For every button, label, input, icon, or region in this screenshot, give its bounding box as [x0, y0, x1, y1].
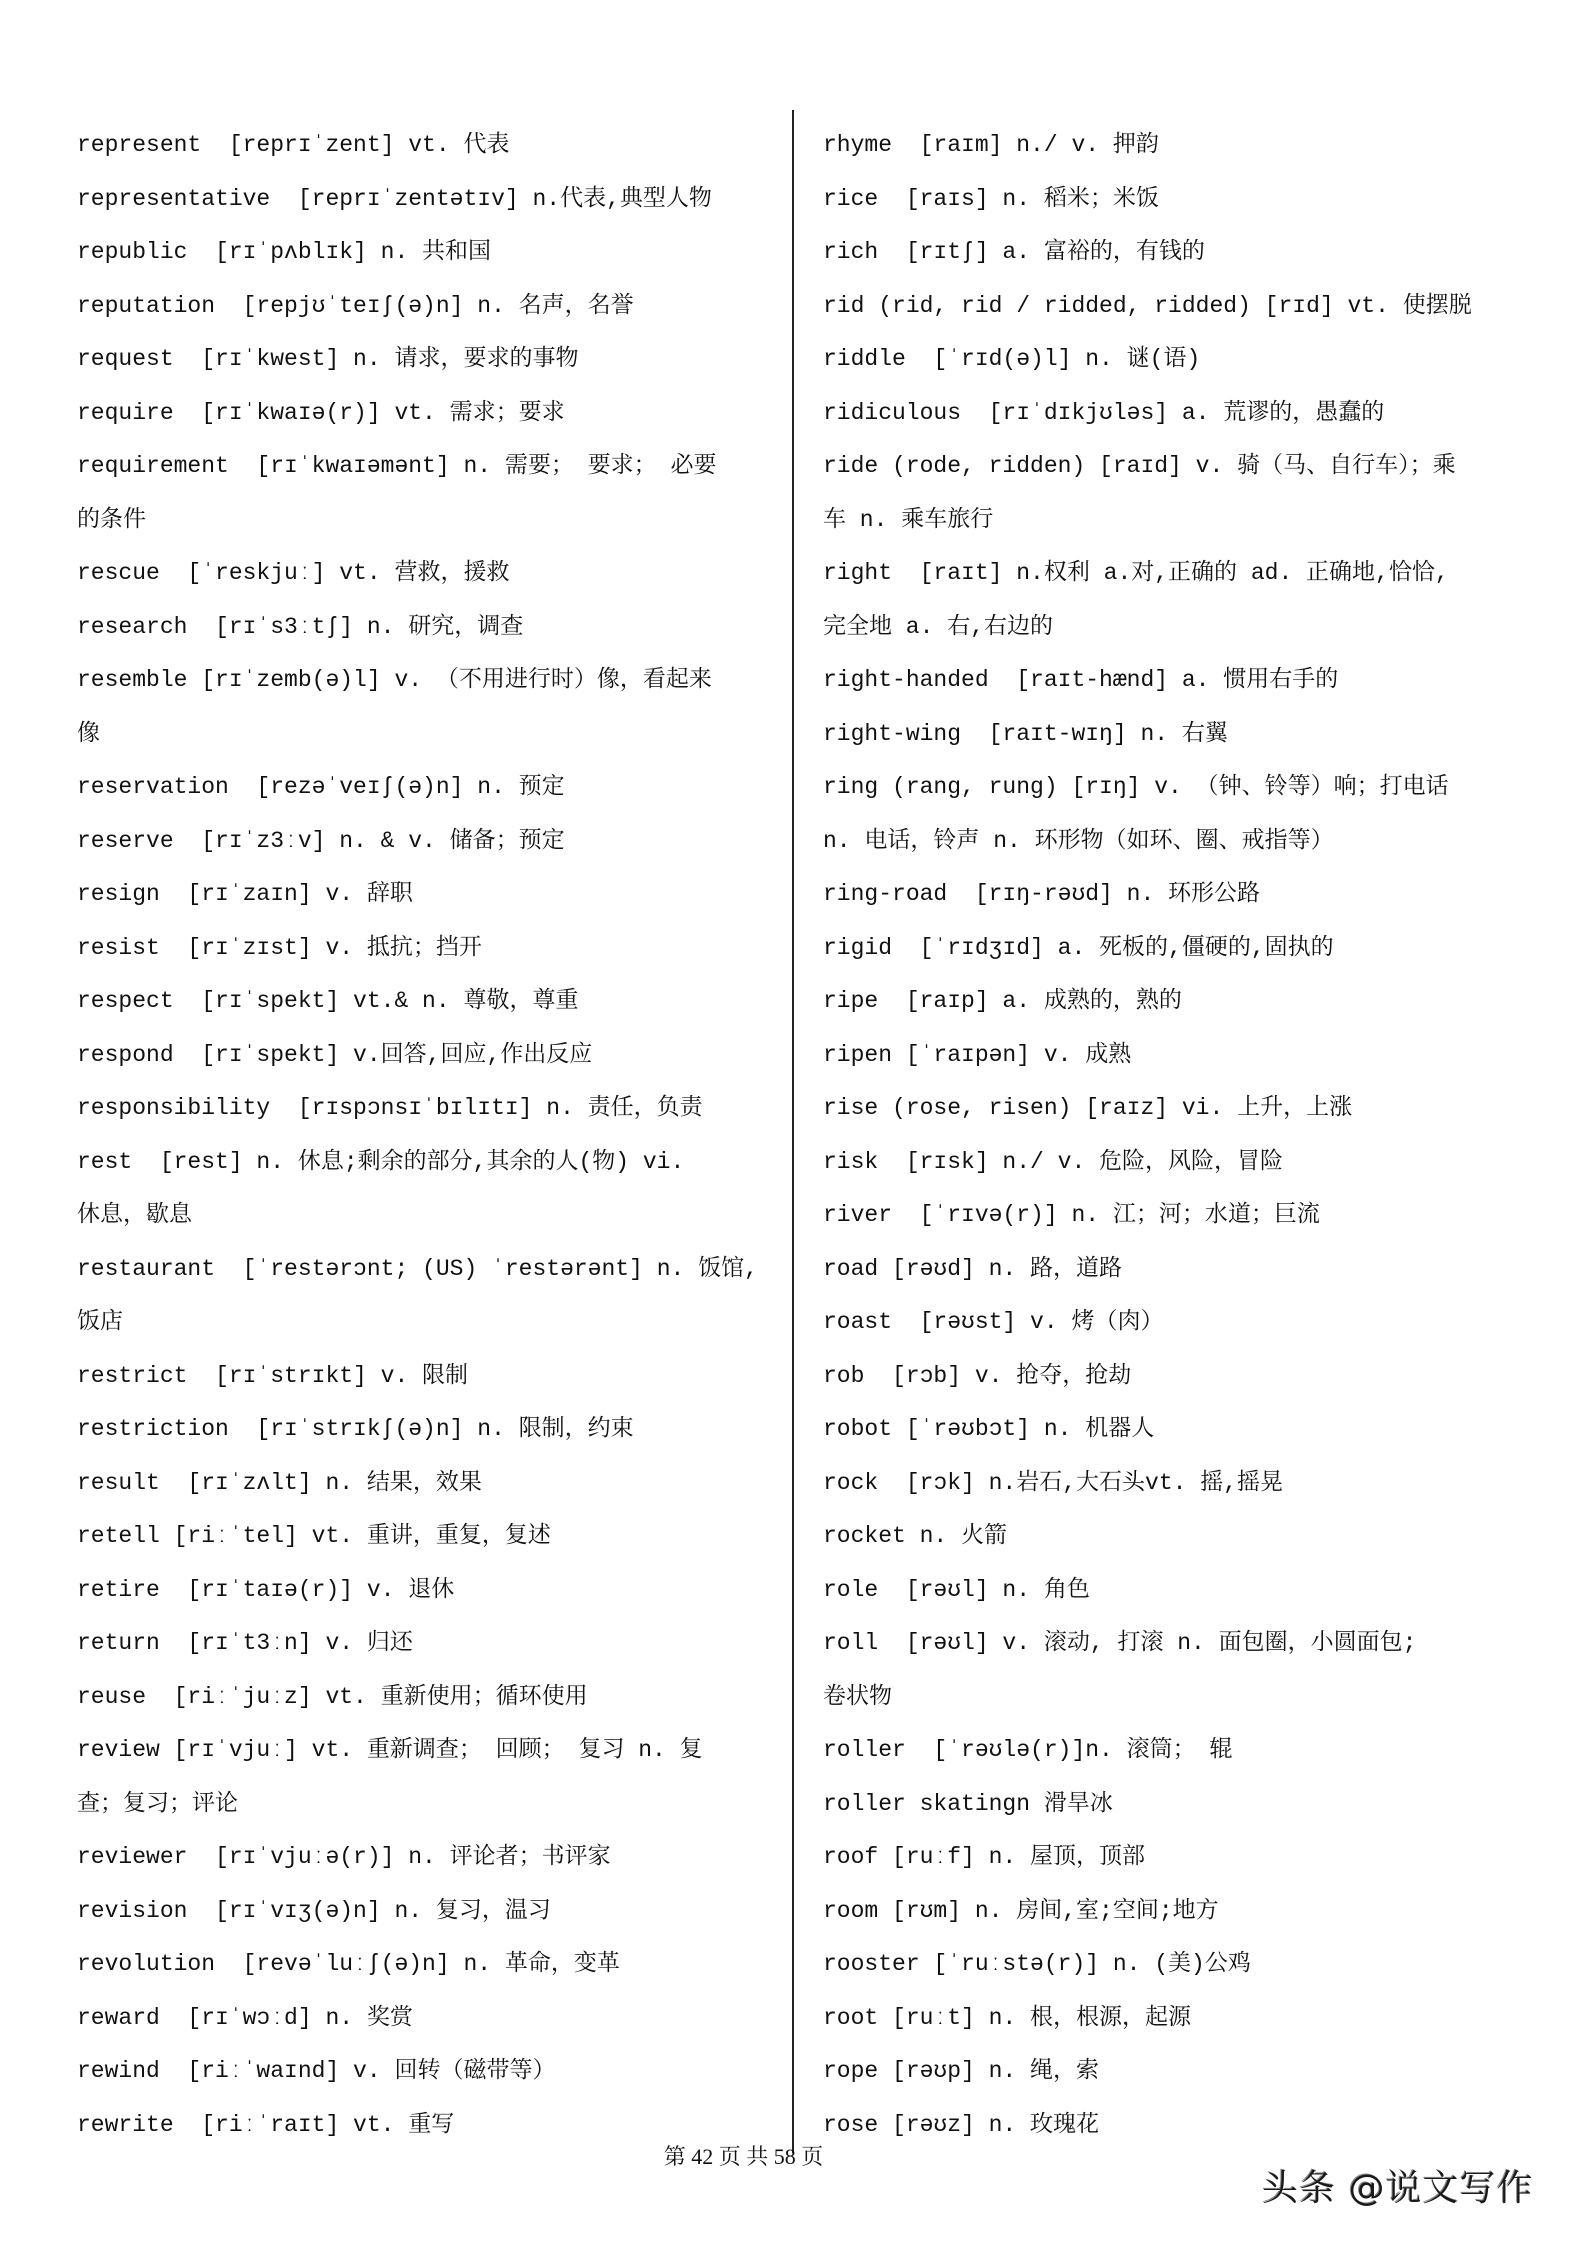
watermark: 头条 @说文写作 [1262, 2168, 1534, 2209]
entry-continuation-line: 完全地 a. 右,右边的 [823, 613, 1054, 640]
entry-line: rock [rɔk] n.岩石,大石头vt. 摇,摇晃 [823, 1469, 1284, 1496]
entry-line: rise (rose, risen) [raɪz] vi. 上升，上涨 [823, 1095, 1353, 1121]
entry-line: risk [rɪsk] n./ v. 危险，风险，冒险 [823, 1148, 1284, 1175]
entry-line: root [ruːt] n. 根，根源，起源 [823, 2004, 1192, 2031]
entry-line: resign [rɪˈzaɪn] v. 辞职 [77, 881, 413, 907]
entry-line: ripe [raɪp] a. 成熟的，熟的 [823, 988, 1182, 1014]
entry-line: reward [rɪˈwɔːd] n. 奖赏 [77, 2004, 413, 2031]
entry-continuation-line: 查；复习；评论 [77, 1790, 238, 1817]
entry-continuation-line: 卷状物 [823, 1683, 892, 1710]
entry-line: ridiculous [rɪˈdɪkjʊləs] a. 荒谬的，愚蠢的 [823, 399, 1385, 426]
column-divider [792, 110, 794, 2153]
entry-continuation-line: 车 n. 乘车旅行 [823, 506, 994, 533]
entry-line: representative [reprɪˈzentətɪv] n.代表,典型人物 [77, 185, 712, 212]
entry-line: rob [rɔb] v. 抢夺，抢劫 [823, 1362, 1132, 1389]
entry-continuation-line: 休息，歇息 [77, 1202, 192, 1228]
entry-line: restrict [rɪˈstrɪkt] v. 限制 [77, 1362, 469, 1389]
entry-continuation-line: n. 电话，铃声 n. 环形物（如环、圈、戒指等） [823, 827, 1334, 854]
entry-line: resemble [rɪˈzemb(ə)l] v. （不用进行时）像，看起来 [77, 667, 712, 693]
page-indicator: 第 42 页 共 58 页 [663, 2144, 824, 2169]
entry-line: responsibility [rɪspɔnsɪˈbɪlɪtɪ] n. 责任，负责 [77, 1095, 703, 1121]
entry-line: reputation [repjʊˈteɪʃ(ə)n] n. 名声，名誉 [77, 292, 634, 319]
entry-line: roof [ruːf] n. 屋顶，顶部 [823, 1844, 1146, 1870]
entry-line: retire [rɪˈtaɪə(r)] v. 退休 [77, 1576, 455, 1603]
entry-line: ring (rang, rung) [rɪŋ] v. （钟、铃等）响；打电话 [823, 774, 1449, 800]
entry-line: reviewer [rɪˈvjuːə(r)] n. 评论者；书评家 [77, 1844, 611, 1870]
entry-line: rose [rəʊz] n. 玫瑰花 [823, 2111, 1100, 2138]
entry-line: requirement [rɪˈkwaɪəmənt] n. 需要； 要求； 必要 [77, 453, 717, 479]
entry-line: ring-road [rɪŋ-rəʊd] n. 环形公路 [823, 881, 1261, 907]
entry-line: request [rɪˈkwest] n. 请求，要求的事物 [77, 346, 579, 372]
entry-line: revision [rɪˈvɪʒ(ə)n] n. 复习，温习 [77, 1897, 551, 1924]
entry-line: require [rɪˈkwaɪə(r)] vt. 需求；要求 [77, 399, 565, 426]
entry-line: rewrite [riːˈraɪt] vt. 重写 [77, 2111, 455, 2138]
entry-line: rigid [ˈrɪdʒɪd] a. 死板的,僵硬的,固执的 [823, 934, 1334, 961]
entry-line: ripen [ˈraɪpən] v. 成熟 [823, 1041, 1132, 1068]
entry-continuation-line: 饭店 [77, 1309, 123, 1335]
entry-line: rope [rəʊp] n. 绳，索 [823, 2058, 1100, 2084]
entry-line: right-handed [raɪt-hænd] a. 惯用右手的 [823, 667, 1339, 693]
entry-line: rhyme [raɪm] n./ v. 押韵 [823, 132, 1159, 158]
entry-line: rid (rid, rid / ridded, ridded) [rɪd] vt. 使摆脱 [823, 292, 1472, 319]
entry-line: reuse [riːˈjuːz] vt. 重新使用；循环使用 [77, 1683, 588, 1710]
entry-line: restaurant [ˈrestərɔnt; (US) ˈrestərənt] n. 饭馆, [77, 1255, 758, 1282]
entry-line: reservation [rezəˈveɪʃ(ə)n] n. 预定 [77, 774, 565, 800]
entry-line: respond [rɪˈspekt] v.回答,回应,作出反应 [77, 1041, 593, 1068]
entry-line: research [rɪˈs3ːtʃ] n. 研究，调查 [77, 613, 524, 640]
entry-line: respect [rɪˈspekt] vt.& n. 尊敬，尊重 [77, 988, 579, 1014]
entry-line: republic [rɪˈpʌblɪk] n. 共和国 [77, 239, 492, 265]
entry-line: rest [rest] n. 休息;剩余的部分,其余的人(物) vi. [77, 1148, 685, 1175]
entry-line: role [rəʊl] n. 角色 [823, 1576, 1090, 1603]
entry-line: riddle [ˈrɪd(ə)l] n. 谜(语) [823, 346, 1201, 372]
entry-line: retell [riːˈtel] vt. 重讲，重复，复述 [77, 1523, 551, 1549]
entry-line: review [rɪˈvjuː] vt. 重新调查； 回顾； 复习 n. 复 [77, 1737, 703, 1763]
entry-line: right-wing [raɪt-wɪŋ] n. 右翼 [823, 720, 1228, 747]
entry-line: revolution [revəˈluːʃ(ə)n] n. 革命，变革 [77, 1951, 620, 1977]
entry-line: rocket n. 火箭 [823, 1523, 1008, 1549]
left-column [77, 119, 777, 2152]
entry-line: rich [rɪtʃ] a. 富裕的，有钱的 [823, 239, 1205, 265]
entry-line: roller [ˈrəʊlə(r)]n. 滚筒； 辊 [823, 1737, 1233, 1763]
entry-line: reserve [rɪˈz3ːv] n. & v. 储备；预定 [77, 827, 565, 854]
entry-line: return [rɪˈt3ːn] v. 归还 [77, 1630, 413, 1656]
entry-line: right [raɪt] n.权利 a.对,正确的 ad. 正确地,恰恰, [823, 560, 1449, 586]
entry-line: robot [ˈrəʊbɔt] n. 机器人 [823, 1416, 1155, 1442]
entry-line: result [rɪˈzʌlt] n. 结果，效果 [77, 1469, 482, 1496]
entry-continuation-line: 的条件 [77, 506, 146, 533]
entry-line: rescue [ˈreskjuː] vt. 营救，援救 [77, 560, 510, 586]
entry-line: roll [rəʊl] v. 滚动, 打滚 n. 面包圈，小圆面包; [823, 1630, 1417, 1656]
entry-line: restriction [rɪˈstrɪkʃ(ə)n] n. 限制，约束 [77, 1416, 634, 1442]
entry-line: resist [rɪˈzɪst] v. 抵抗；挡开 [77, 934, 482, 961]
entry-line: room [rʊm] n. 房间,室;空间;地方 [823, 1897, 1219, 1924]
entry-line: roller skatingn 滑旱冰 [823, 1790, 1113, 1817]
entry-line: roast [rəʊst] v. 烤（肉） [823, 1309, 1164, 1335]
entry-line: road [rəʊd] n. 路，道路 [823, 1255, 1123, 1282]
right-column [823, 119, 1543, 2152]
entry-line: represent [reprɪˈzent] vt. 代表 [77, 132, 510, 158]
entry-line: rooster [ˈruːstə(r)] n. (美)公鸡 [823, 1951, 1251, 1977]
entry-continuation-line: 像 [77, 720, 100, 747]
entry-line: rewind [riːˈwaɪnd] v. 回转（磁带等） [77, 2058, 556, 2084]
entry-line: ride (rode, ridden) [raɪd] v. 骑（马、自行车）；乘 [823, 453, 1456, 479]
entry-line: river [ˈrɪvə(r)] n. 江；河；水道；巨流 [823, 1202, 1320, 1228]
entry-line: rice [raɪs] n. 稻米；米饭 [823, 185, 1159, 212]
